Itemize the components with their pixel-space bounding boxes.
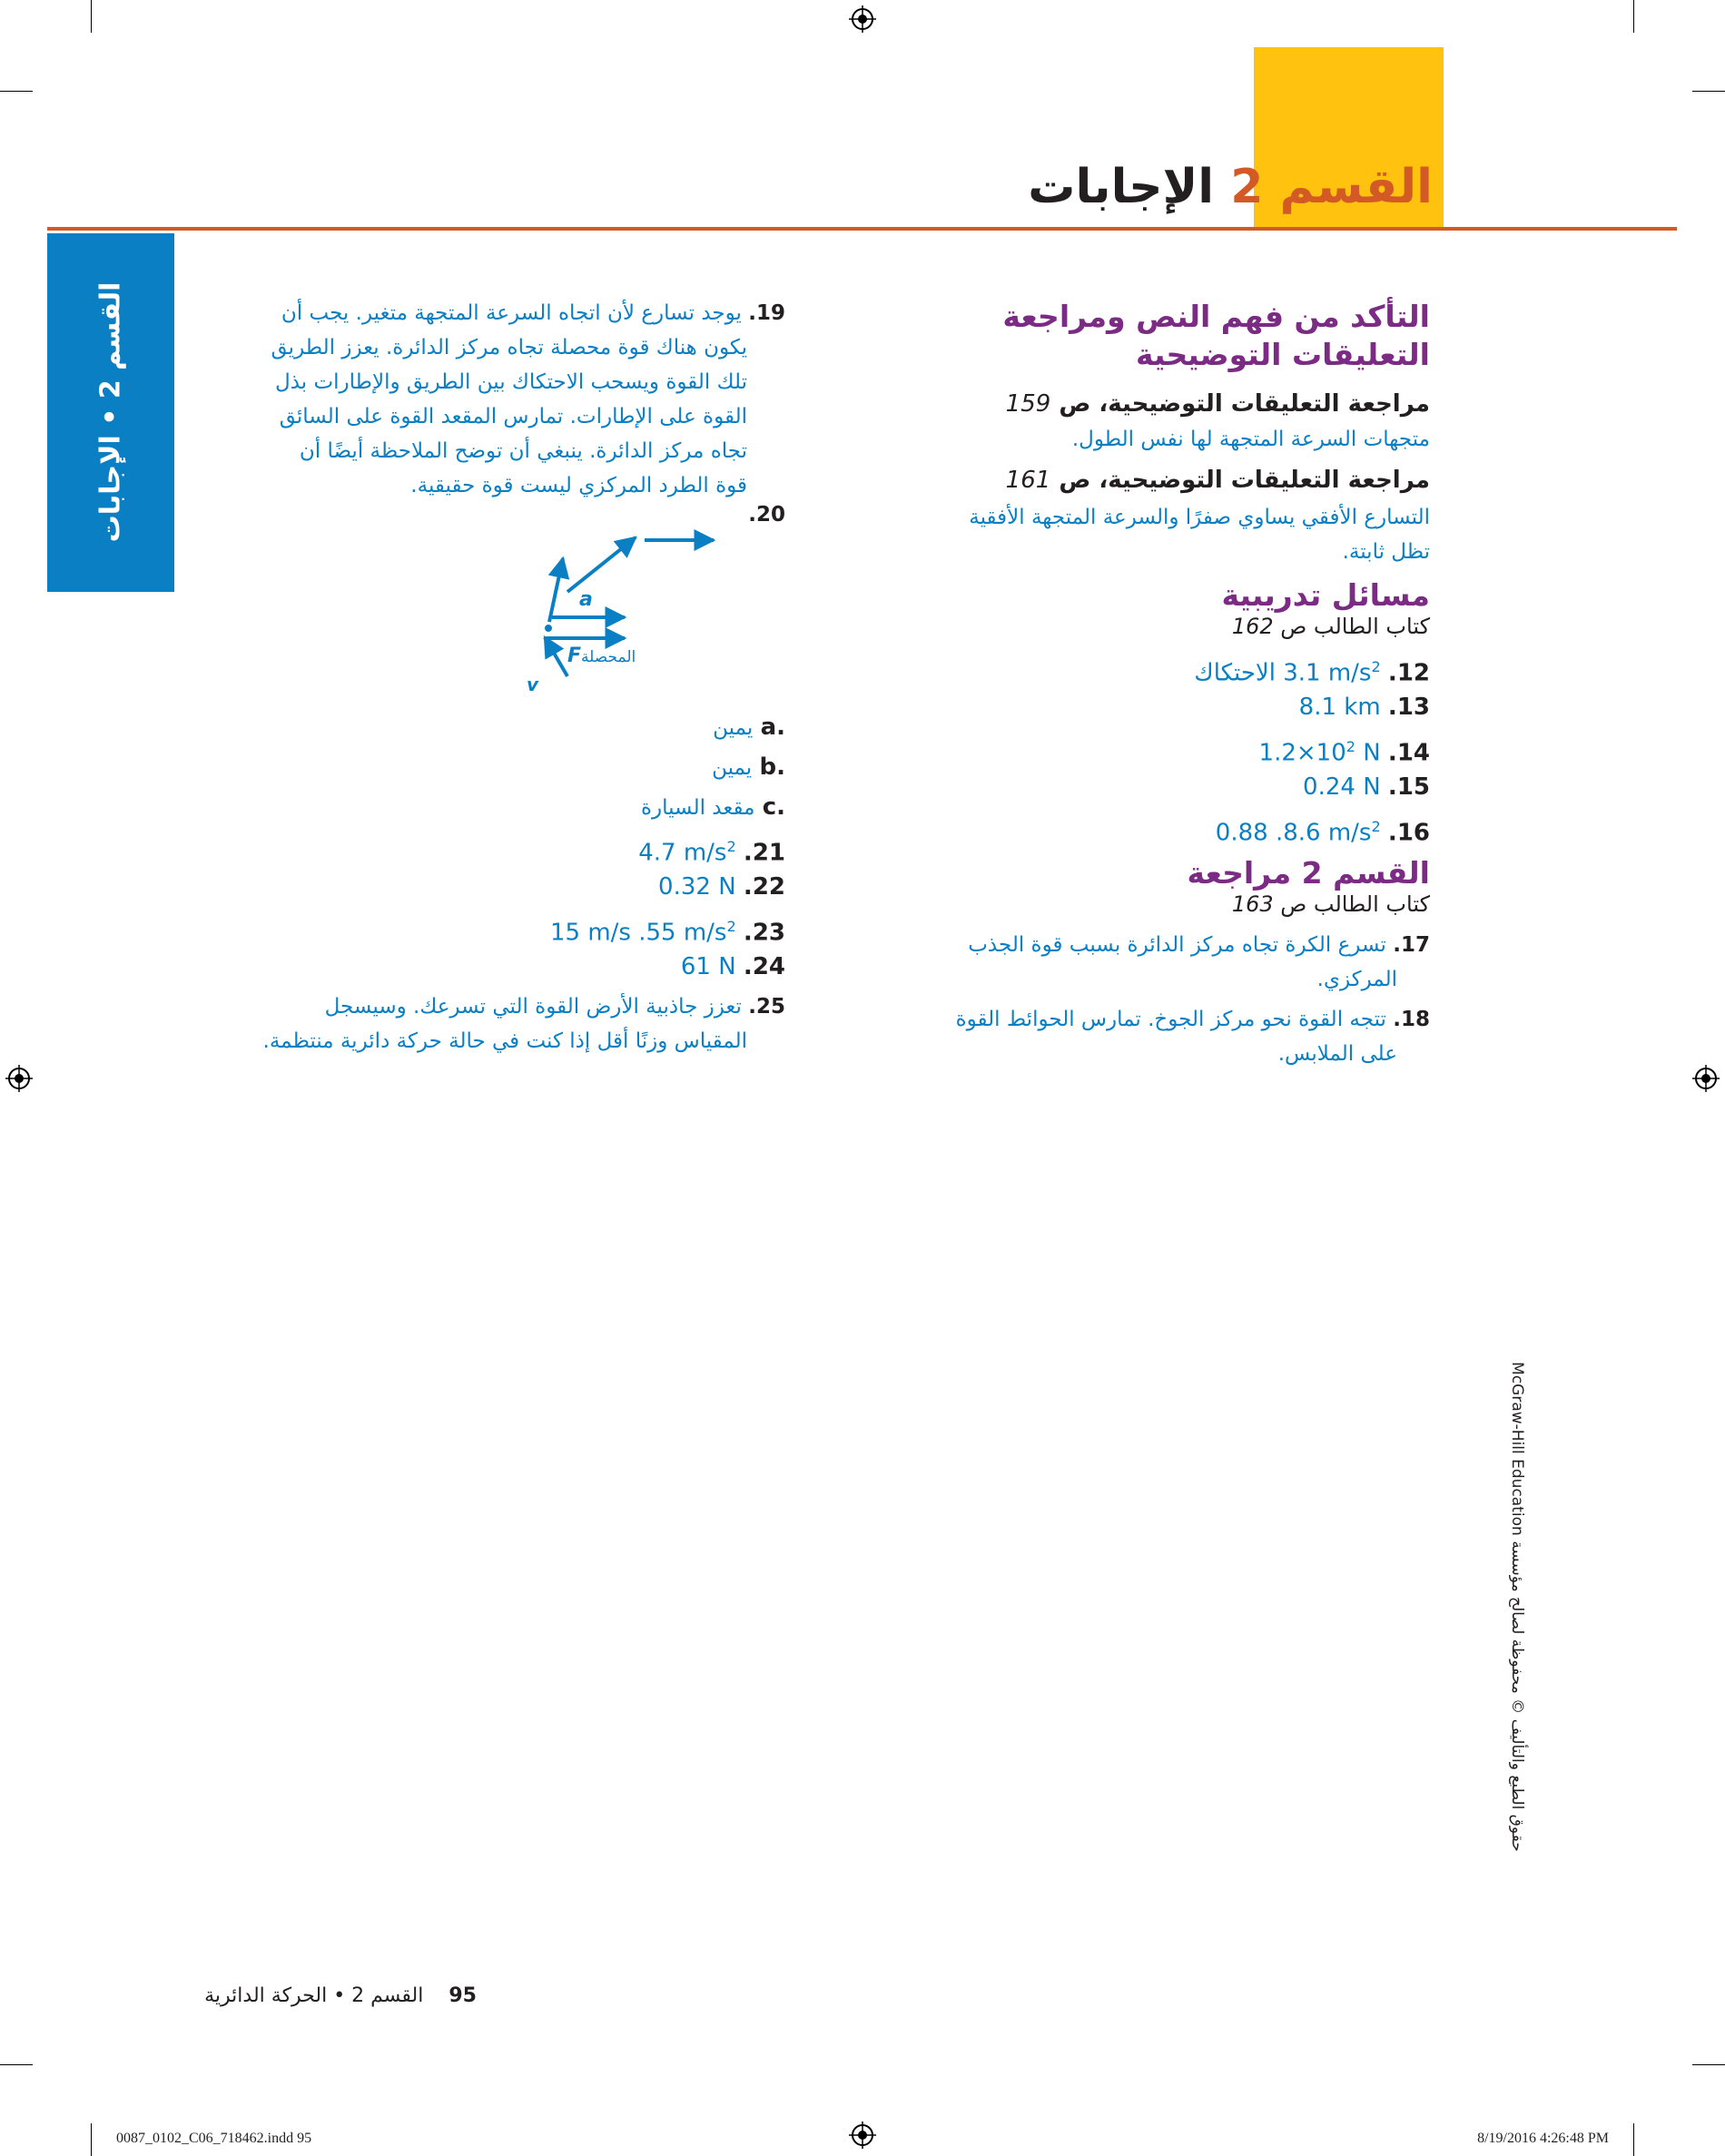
answer-number: 14. [1387,739,1430,767]
question-17 [885,928,1430,997]
diagram-label-a: a [579,588,593,611]
review1-page: 159 [1005,390,1051,418]
question-line: تلك القوة ويسحب الاحتكاك بين الطريق والإطارات بذل [275,370,747,394]
title-word: الإجابات [1028,160,1215,214]
answer-value: 0.88 .8.6 $m/s^2$ [1215,818,1381,847]
answer-number: 12. [1387,659,1430,687]
answer-number: 22. [743,873,785,901]
q20-part-c [204,787,785,828]
answer-22 [204,867,785,907]
review2-page: 161 [1005,467,1051,494]
answer-value: $1.2\times 10^2$ N [1258,738,1381,767]
answer-24 [204,947,785,987]
header-rule [47,227,1677,231]
registration-mark-icon [5,1065,33,1092]
answer-15 [885,767,1430,807]
answer-number: 21. [743,839,785,867]
practice-heading: مسائل تدريبية [1221,577,1430,613]
lesson-number: 2 [1230,160,1264,214]
section-heading: التأكد من فهم النص ومراجعة التعليقات التوضيحية [1002,299,1430,372]
answer-number: 15. [1387,773,1430,801]
review1-heading [885,389,1430,419]
practice-book-page: 162 [1231,614,1274,639]
question-line: تسرع الكرة تجاه مركز الدائرة بسبب قوة الجذب [968,933,1386,957]
answer-number: 16. [1387,819,1430,847]
part-letter: .b [759,753,785,781]
question-25 [204,989,785,1058]
vector-origin-dot [545,625,552,632]
question-18 [885,1002,1430,1071]
question-line: يكون هناك قوة محصلة تجاه مركز الدائرة. يعزز الطريق [271,336,747,359]
diagram-label-v: v [527,674,539,695]
question-number: 18. [1393,1008,1430,1031]
lesson-word: القسم [1279,160,1433,214]
question-line: القوة على الإطارات. تمارس المقعد القوة على السائق [279,405,747,428]
review-book-label: كتاب الطالب ص [1280,891,1430,917]
review2-answer-line2: تظل ثابتة. [1342,540,1430,564]
question-19 [204,296,785,503]
answer-13 [885,687,1430,727]
registration-mark-icon [849,2122,876,2149]
question-line: يوجد تسارع لأن اتجاه السرعة المتجهة متغير. يجب أن [281,301,742,325]
crop-mark [91,2123,92,2156]
review2-heading [885,465,1430,496]
force-vector-diagram [508,517,735,717]
registration-mark-icon [849,5,876,33]
question-line: قوة الطرد المركزي ليست قوة حقيقية. [410,474,747,497]
question-line: تتجه القوة نحو مركز الجوخ. تمارس الحوائط القوة [955,1008,1386,1031]
review2-answer-line1: التسارع الأفقي يساوي صفرًا والسرعة المتجهة الأفقية [969,506,1430,529]
answer-16 [885,807,1430,853]
page-title [1028,160,1433,214]
part-letter: .a [760,714,785,741]
review1-label: مراجعة التعليقات التوضيحية، ص [1059,390,1430,418]
question-line: على الملابس. [1277,1042,1397,1066]
answer-value: 15 m/s .55 $m/s^2$ [549,918,736,947]
q20-part-b [204,747,785,788]
page-number: 95 [448,1984,477,2007]
part-answer: يمين [712,756,753,780]
answer-number: 13. [1387,694,1430,721]
crop-mark [1633,2123,1634,2156]
crop-mark [1692,2064,1725,2065]
registration-mark-icon [1692,1065,1720,1092]
review-book-page: 163 [1231,891,1274,917]
review2-label: مراجعة التعليقات التوضيحية، ص [1059,467,1430,494]
print-slug-timestamp: 8/19/2016 4:26:48 PM [1477,2131,1609,2146]
crop-mark [91,0,92,33]
review-section-heading: القسم 2 مراجعة [1187,855,1430,891]
answer-value: 8.1 km [1298,694,1381,721]
crop-mark [0,2064,33,2065]
review1-answer: متجهات السرعة المتجهة لها نفس الطول. [1071,428,1430,451]
answer-value: 4.7 $m/s^2$ [638,838,736,867]
crop-mark [1692,91,1725,92]
print-slug-filename: 0087_0102_C06_718462.indd 95 [116,2131,312,2146]
answer-value: 61 N [680,953,736,980]
answer-number: 24. [743,953,785,980]
diagram-label-force: Fالمحصلة [567,645,636,667]
part-answer: مقعد السيارة [640,796,755,820]
page-footer [204,1984,477,2007]
crop-mark [0,91,33,92]
answer-value: 0.32 N [658,873,736,901]
footer-section-label: القسم 2 • الحركة الدائرية [204,1984,424,2007]
answer-value: 3.1 $m/s^2$ [1283,658,1381,687]
answer-number: 23. [743,919,785,947]
part-answer: يمين [713,716,754,740]
part-letter: .c [762,793,785,821]
question-line: تجاه مركز الدائرة. ينبغي أن توضح الملاحظة أيضًا أن [299,439,747,463]
question-line: المركزي. [1316,968,1397,991]
review-book-ref [885,890,1430,919]
question-number: 25. [748,995,785,1019]
copyright-notice: حقوق الطبع والتأليف © محفوظة لصالح مؤسسة McGraw-Hill Education [1508,1362,1526,1852]
answer-value: 0.24 N [1303,773,1381,801]
crop-mark [1633,0,1634,33]
question-number: 17. [1393,933,1430,957]
practice-book-ref [885,612,1430,641]
question-line: تعزز جاذبية الأرض القوة التي تسرعك. وسيسجل [324,995,742,1019]
practice-book-label: كتاب الطالب ص [1280,614,1430,639]
side-tab-label: القسم 2 • الإجابات [94,281,127,543]
answer-tail: الاحتكاك [1194,659,1276,687]
question-number: 19. [748,301,785,325]
q20-part-a [204,707,785,748]
question-line: المقياس وزنًا أقل إذا كنت في حالة حركة دائرية منتظمة. [262,1029,747,1053]
question-number: 20. [748,503,785,527]
